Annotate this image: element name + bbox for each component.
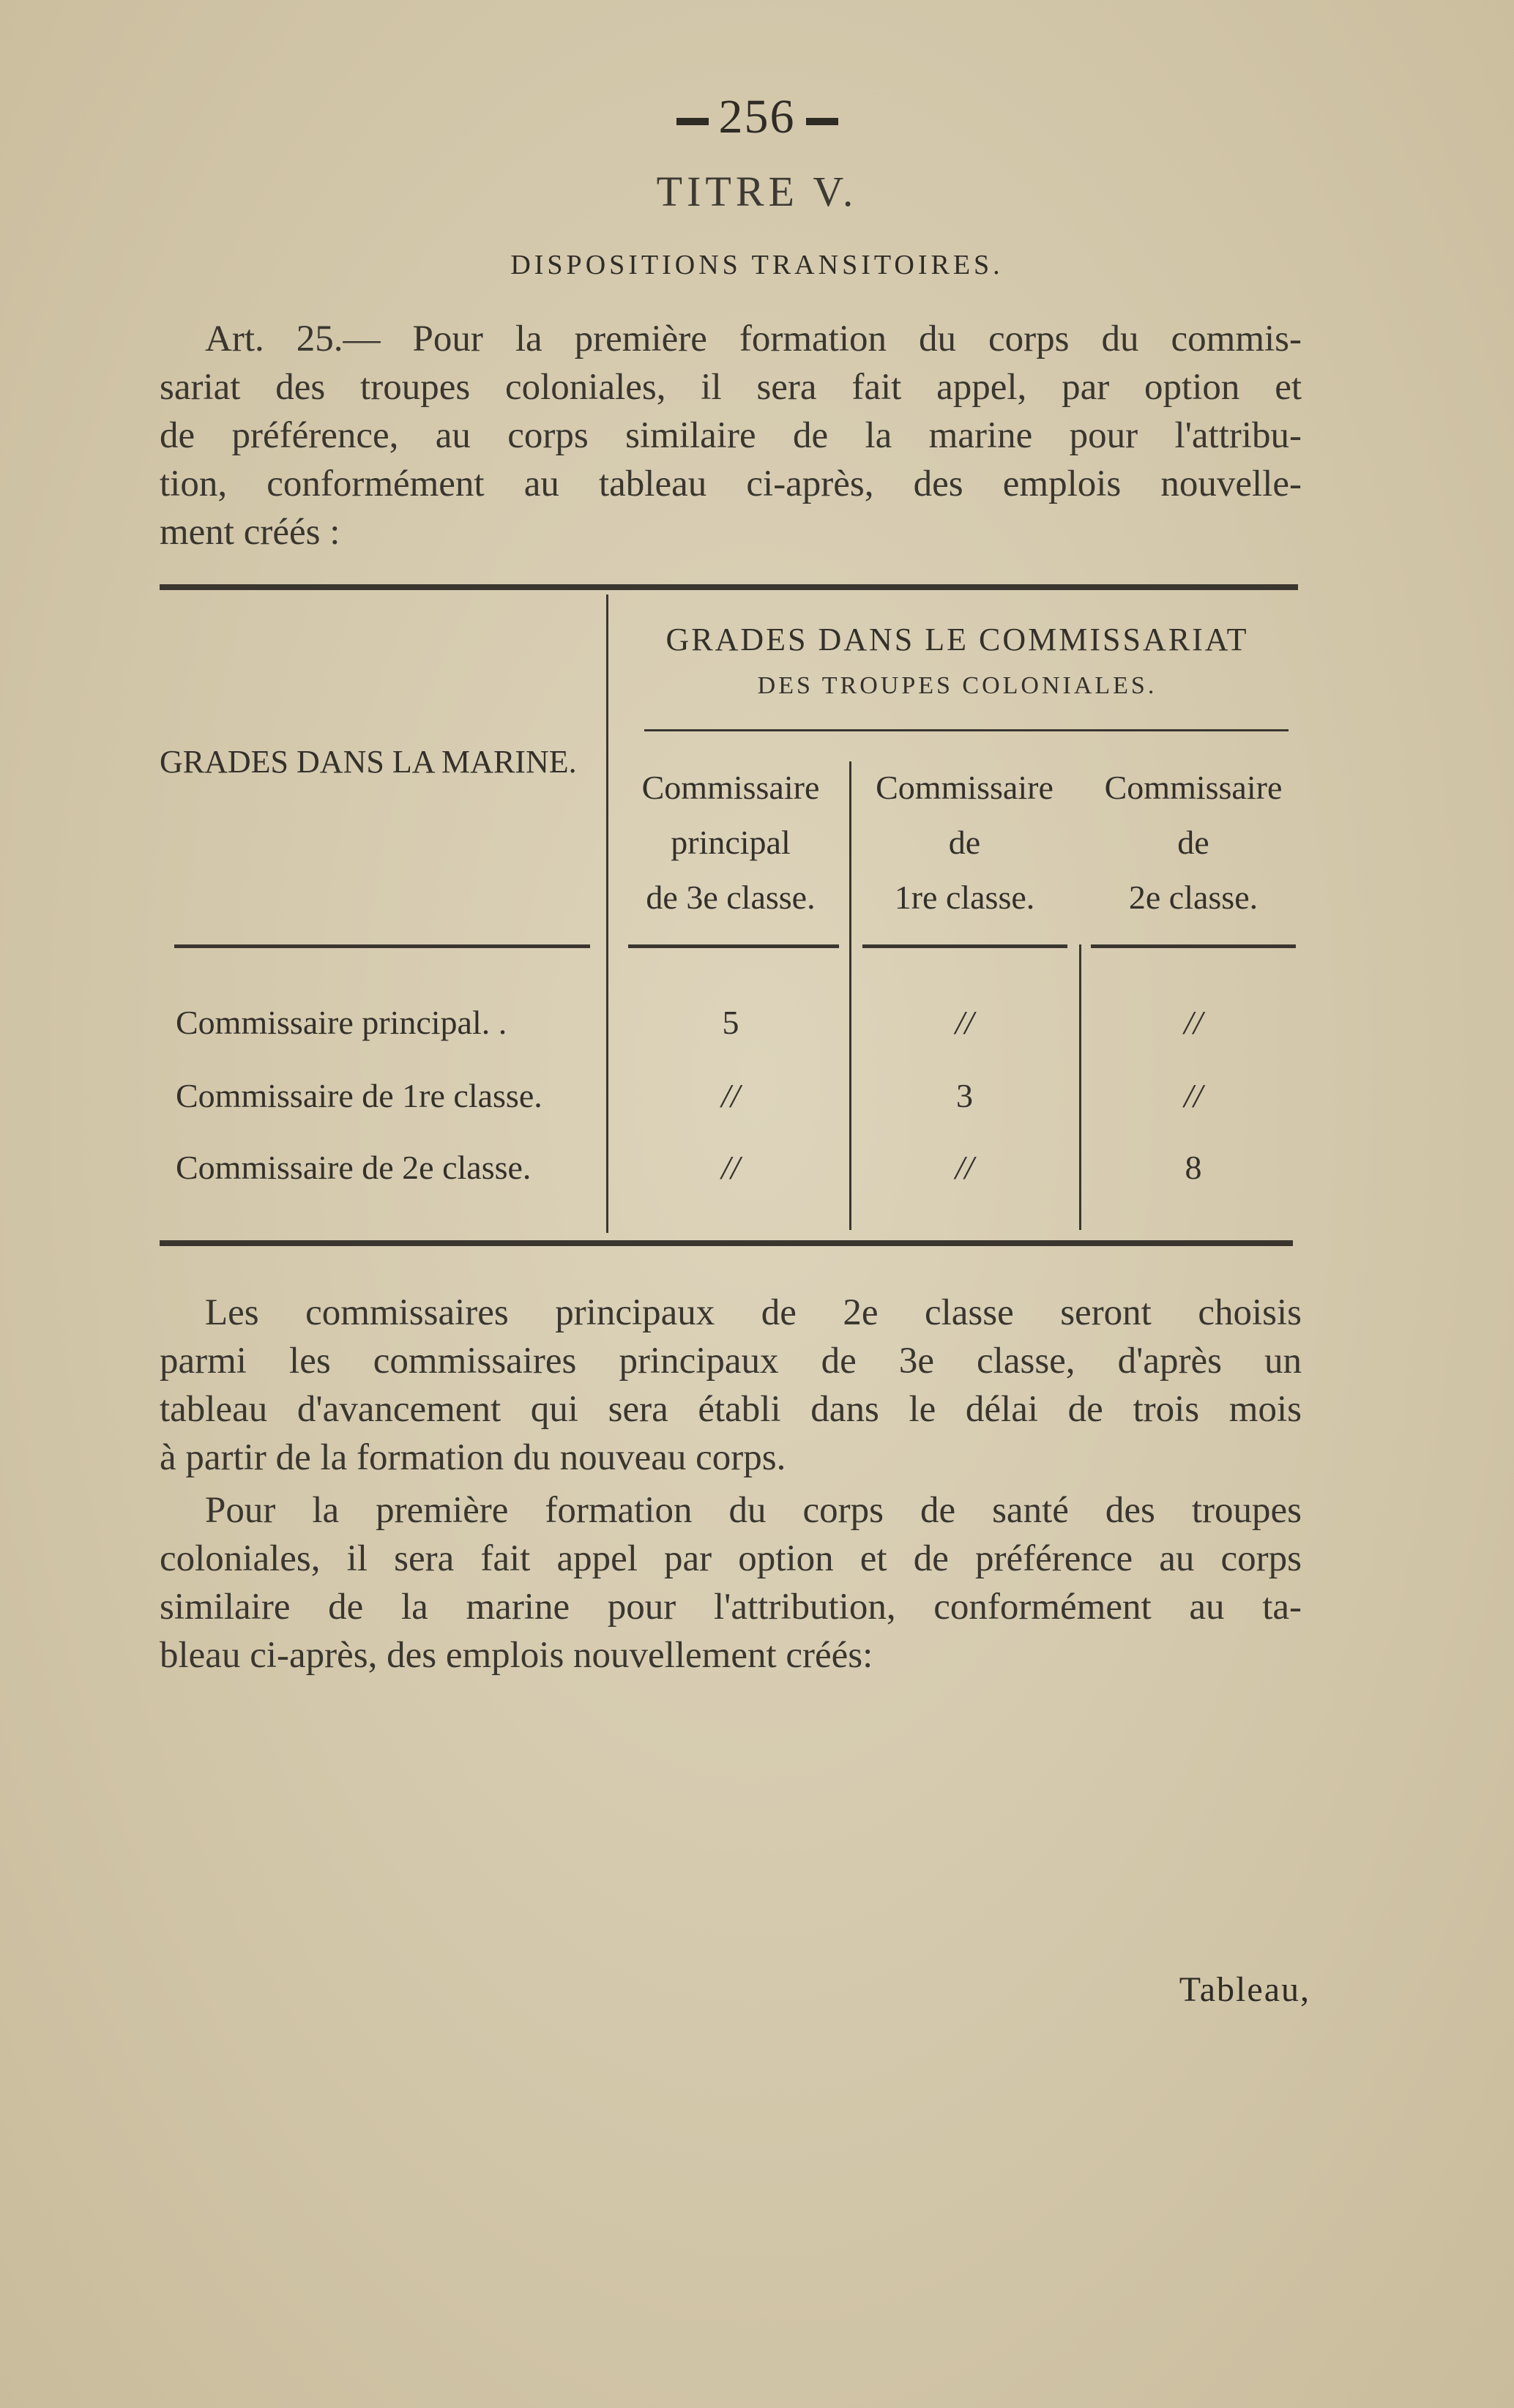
- catchword: Tableau,: [1179, 1970, 1310, 2009]
- paragraph-line: sariat des troupes coloniales, il sera fait appel, par option et: [160, 367, 1302, 408]
- table-cell: //: [1184, 1004, 1203, 1041]
- paragraph-line: à partir de la formation du nouveau corps.: [160, 1437, 786, 1478]
- column-header-line: 1re classe.: [894, 879, 1035, 916]
- table-divider: [1079, 944, 1081, 1230]
- section-subtitle: DISPOSITIONS TRANSITOIRES.: [510, 250, 1004, 280]
- paragraph-line: ment créés :: [160, 512, 340, 553]
- paragraph-line: tableau d'avancement qui sera établi dans le délai de trois mois: [160, 1389, 1302, 1430]
- paragraph-line: Pour la première formation du corps de santé des troupes: [205, 1490, 1302, 1531]
- column-header-line: de: [948, 824, 981, 861]
- paragraph-line: bleau ci-après, des emplois nouvellement créés:: [160, 1635, 873, 1676]
- group-header-rule: [644, 729, 1289, 731]
- header-underline: [628, 944, 839, 948]
- row-label: Commissaire de 1re classe.: [176, 1077, 542, 1114]
- column-header-line: 2e classe.: [1128, 879, 1258, 916]
- table-cell: //: [955, 1149, 974, 1186]
- paragraph-line: coloniales, il sera fait appel par option et de préférence au corps: [160, 1538, 1302, 1579]
- table-cell: //: [955, 1004, 974, 1041]
- table-cell: 8: [1185, 1149, 1202, 1186]
- column-header-line: Commissaire: [641, 769, 820, 806]
- column-header: [853, 760, 1076, 925]
- header-underline: [862, 944, 1067, 948]
- table-cell: 3: [956, 1077, 973, 1114]
- table-bottom-rule: [160, 1240, 1293, 1246]
- page-number-text: 256: [718, 90, 796, 143]
- paragraph-line: Art. 25.— Pour la première formation du corps du commis-: [205, 318, 1302, 359]
- row-label: Commissaire de 2e classe.: [176, 1149, 532, 1186]
- header-underline: [174, 944, 590, 948]
- table-cell: 5: [722, 1004, 739, 1041]
- paragraph-line: Les commissaires principaux de 2e classe seront choisis: [205, 1292, 1302, 1333]
- paragraph-line: de préférence, au corps similaire de la marine pour l'attribu-: [160, 415, 1302, 456]
- page-number-dash-right: [806, 118, 838, 125]
- row-label: Commissaire principal. .: [176, 1004, 507, 1041]
- page-number: [0, 89, 1514, 145]
- column-header-line: principal: [671, 824, 791, 861]
- table-top-rule: [160, 584, 1298, 590]
- article-paragraph: [160, 315, 1302, 556]
- column-header: [1084, 760, 1303, 925]
- header-underline: [1091, 944, 1296, 948]
- table-divider: [606, 594, 608, 1233]
- table-cell: //: [721, 1077, 740, 1114]
- paragraph-line: tion, conformément au tableau ci-après, des emplois nouvelle-: [160, 463, 1302, 504]
- table-cell: //: [1184, 1077, 1203, 1114]
- group-header: GRADES DANS LE COMMISSARIAT: [665, 622, 1249, 657]
- table-divider: [849, 761, 851, 1230]
- column-header-line: Commissaire: [1104, 769, 1283, 806]
- row-header: GRADES DANS LA MARINE.: [160, 744, 577, 780]
- article-paragraph: [160, 1289, 1302, 1482]
- group-subheader: DES TROUPES COLONIALES.: [757, 672, 1157, 699]
- column-header-line: de 3e classe.: [646, 879, 816, 916]
- column-header-line: de: [1177, 824, 1209, 861]
- paragraph-line: parmi les commissaires principaux de 3e classe, d'après un: [160, 1341, 1302, 1382]
- column-header-line: Commissaire: [876, 769, 1054, 806]
- paragraph-line: similaire de la marine pour l'attribution, conformément au ta-: [160, 1587, 1302, 1628]
- column-header: [614, 760, 848, 925]
- section-title: TITRE V.: [656, 168, 858, 215]
- table-cell: //: [721, 1149, 740, 1186]
- article-paragraph: [160, 1486, 1302, 1680]
- page-number-dash-left: [676, 118, 709, 125]
